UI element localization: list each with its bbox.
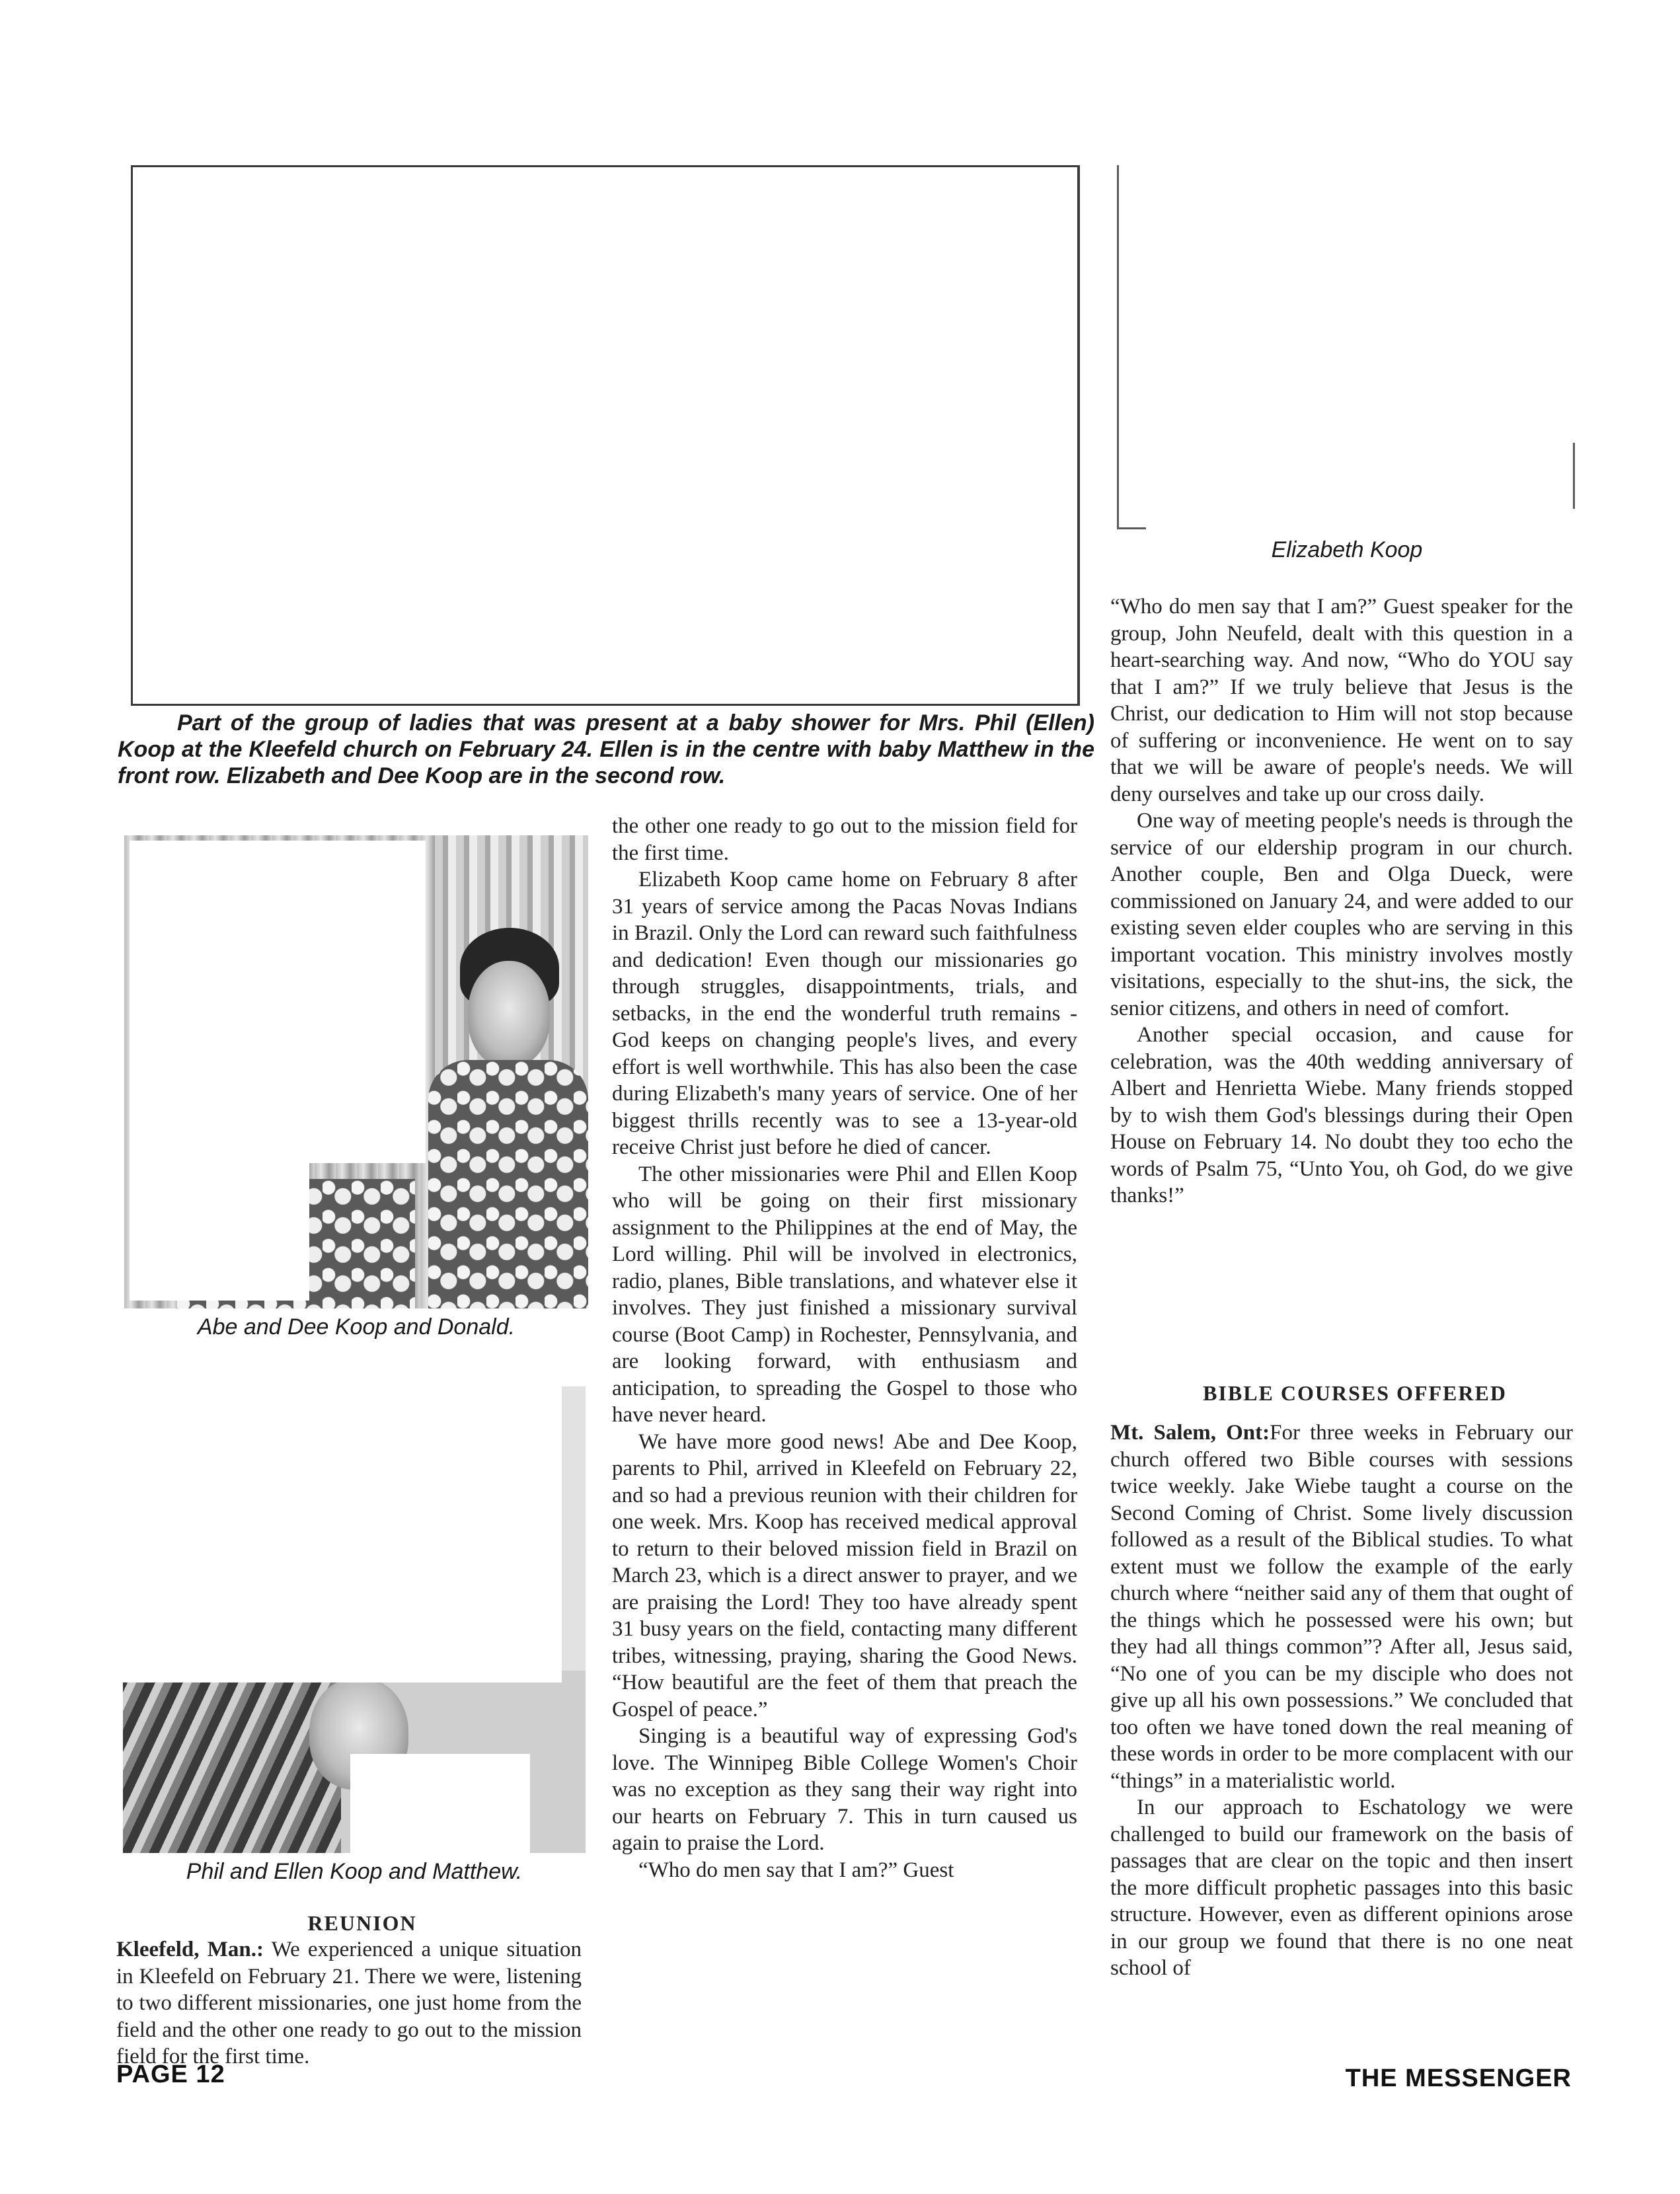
bible-courses-heading: BIBLE COURSES OFFERED [1203, 1381, 1507, 1405]
reunion-article-col2 [612, 813, 1077, 2009]
phil-ellen-koop-photo [123, 1386, 586, 1853]
caption-group-photo: Part of the group of ladies that was present at a baby shower for Mrs. Phil (Ellen) Koop at the Kleefeld church on February 24. Ellen is in the centre with baby Matthew in the front row. Elizabeth and Dee Koop are in the second row. [118, 710, 1094, 788]
bible-paragraph-1: Mt. Salem, Ont:For three weeks in February our church offered two Bible courses with sessions twice weekly. Jake Wiebe taught a course on the Second Coming of Christ. Some lively discussion followed as a result of the Biblical studies. To what extent must we follow the example of the early church where “neither said any of them that ought of the things which he possessed were his own; but they had all things common”? After all, Jesus said, “No one of you can be my disciple who does not give up all his own possessions.” We concluded that too often we have toned down the real meaning of these words in order to be more complacent with our “things” in a materialistic world. [1110, 1421, 1573, 1793]
reunion-dateline: Kleefeld, Man.: [116, 1938, 264, 1961]
caption-elizabeth-koop: Elizabeth Koop [1271, 537, 1423, 562]
caption-abe-dee-koop: Abe and Dee Koop and Donald. [197, 1314, 515, 1340]
page-number: PAGE 12 [116, 2061, 225, 2088]
reunion-paragraph-6: “Who do men say that I am?” Guest speaker for the group, John Neufeld, dealt with this question in a heart-searching way. And now, “Who do YOU say that I am?” If we truly believe that Jesus is the Christ, our dedication to Him will not stop because of suffering or inconvenience. He went on to say that we will be aware of people's needs. We will deny ourselves and take up our cross daily. [1110, 595, 1573, 806]
bible-courses-article [1110, 1380, 1573, 1982]
reunion-heading: REUNION [307, 1911, 417, 1935]
reunion-paragraph-8: Another special occasion, and cause for celebration, was the 40th wedding anniversary of Albert and Henrietta Wiebe. Many friends stopped by to wish them God's blessings during their Open House on February 14. No doubt they too echo the words of Psalm 75, “Unto You, oh God, do we give thanks!” [1110, 1023, 1573, 1207]
reunion-article-col1 [116, 1910, 582, 2068]
abe-dee-koop-photo [124, 835, 588, 1308]
reunion-paragraph-1-cont: the other one ready to go out to the mission field for the first time. [612, 814, 1077, 865]
publication-name: THE MESSENGER [1345, 2064, 1572, 2092]
reunion-paragraph-2: Elizabeth Koop came home on February 8 after 31 years of service among the Pacas Novas Indians in Brazil. Only the Lord can reward such faithfulness and dedication! Even though our missionaries go through struggles, disappointments, trials, and setbacks, in the end the wonderful truth remains - God keeps on changing people's lives, and every effort is well worthwhile. This has also been the case during Elizabeth's many years of service. One of her biggest thrills recently was to see a 13-year-old receive Christ just before he died of cancer. [612, 868, 1077, 1159]
reunion-paragraph-7: One way of meeting people's needs is through the service of our eldership program in our church. Another couple, Ben and Olga Dueck, were commissioned on January 24, and were added to our existing seven elder couples who are serving in this important vocation. This ministry involves mostly visitations, especially to the shut-ins, the sick, the senior citizens, and others in need of comfort. [1110, 809, 1573, 1020]
reunion-paragraph-1: Kleefeld, Man.: We experienced a unique situation in Kleefeld on February 21. There we were, listening to two different missionaries, one just home from the field and the other one ready to go out to the mission field for the first time. [116, 1938, 582, 2068]
reunion-paragraph-5: Singing is a beautiful way of expressing God's love. The Winnipeg Bible College Women's Choir was no exception as they sang their way right into our hearts on February 7. This in turn caused us again to praise the Lord. [612, 1724, 1077, 1855]
reunion-paragraph-6-start: “Who do men say that I am?” Guest [638, 1858, 954, 1882]
reunion-paragraph-3: The other missionaries were Phil and Ellen Koop who will be going on their first missionary assignment to the Philippines at the end of May, the Lord willing. Phil will be involved in electronics, radio, planes, Bible translations, and whatever else it involves. They just finished a missionary survival course (Boot Camp) in Rochester, Pennsylvania, and are looking forward, with enthusiasm and anticipation, to spreading the Gospel to those who have never heard. [612, 1162, 1077, 1427]
reunion-paragraph-4: We have more good news! Abe and Dee Koop, parents to Phil, arrived in Kleefeld on February 22, and so had a previous reunion with their children for one week. Mrs. Koop has received medical approval to return to their beloved mission field in Brazil on March 23, which is a direct answer to prayer, and we are praising the Lord! They too have already spent 31 busy years on the field, contacting many different tribes, witnessing, praying, sharing the Good News. “How beautiful are the feet of them that preach the Gospel of peace.” [612, 1429, 1077, 1721]
elizabeth-koop-photo [1117, 165, 1577, 535]
bible-paragraph-2: In our approach to Eschatology we were challenged to build our framework on the basis of passages that are clear on the topic and then insert the more difficult prophetic passages into this basic structure. However, even as different opinions arose in our group we found that there is no one neat school of [1110, 1796, 1573, 1980]
donald-face [468, 961, 550, 1067]
group-photo [131, 165, 1080, 706]
reunion-article-col3 [1110, 593, 1573, 1209]
bible-dateline: Mt. Salem, Ont: [1110, 1421, 1270, 1445]
caption-phil-ellen-koop: Phil and Ellen Koop and Matthew. [186, 1859, 523, 1884]
